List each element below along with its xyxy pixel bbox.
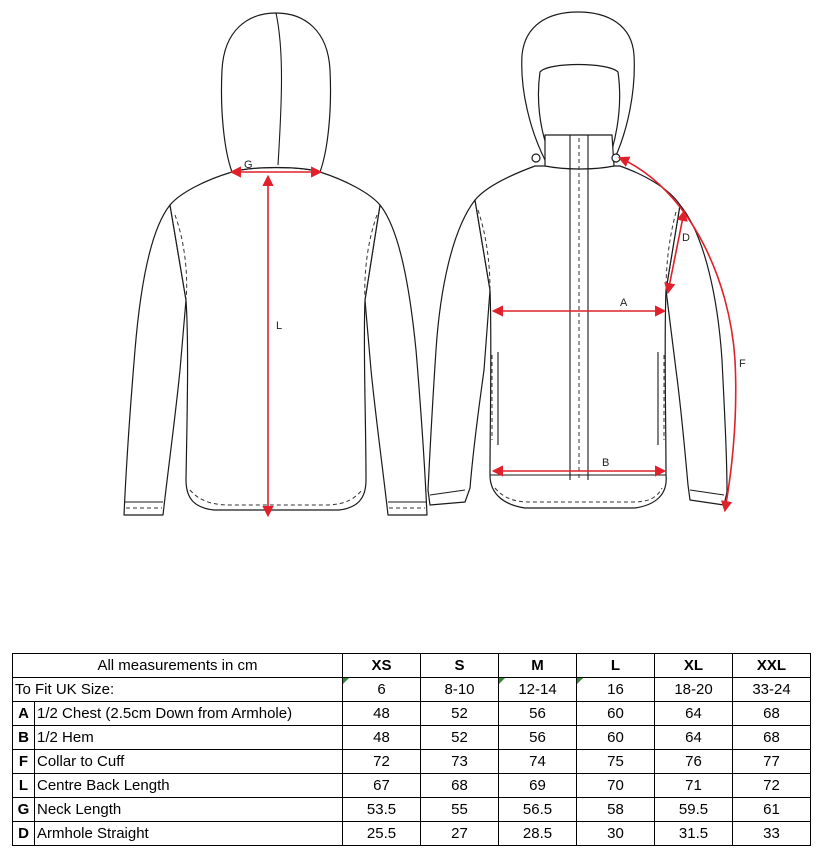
table-row-b bbox=[13, 726, 811, 750]
table-cell: 55 bbox=[421, 798, 499, 822]
fit-value: 18-20 bbox=[655, 678, 733, 702]
table-cell: 72 bbox=[733, 774, 811, 798]
table-cell: 53.5 bbox=[343, 798, 421, 822]
table-cell: 60 bbox=[577, 726, 655, 750]
fit-value: 33-24 bbox=[733, 678, 811, 702]
table-cell: 30 bbox=[577, 822, 655, 846]
table-cell: 25.5 bbox=[343, 822, 421, 846]
size-header-l: L bbox=[577, 654, 655, 678]
jacket-back-view bbox=[124, 13, 427, 515]
table-cell: 70 bbox=[577, 774, 655, 798]
table-cell: 73 bbox=[421, 750, 499, 774]
table-cell: 69 bbox=[499, 774, 577, 798]
table-row-g bbox=[13, 798, 811, 822]
measure-d-label: D bbox=[682, 232, 690, 244]
table-cell: 61 bbox=[733, 798, 811, 822]
fit-value: 16 bbox=[577, 678, 655, 702]
table-row-d bbox=[13, 822, 811, 846]
row-code: L bbox=[13, 774, 35, 798]
table-cell: 76 bbox=[655, 750, 733, 774]
table-row-f bbox=[13, 750, 811, 774]
table-cell: 75 bbox=[577, 750, 655, 774]
table-cell: 56 bbox=[499, 726, 577, 750]
table-cell: 67 bbox=[343, 774, 421, 798]
row-name: 1/2 Hem bbox=[35, 726, 343, 750]
table-cell: 48 bbox=[343, 726, 421, 750]
table-cell: 27 bbox=[421, 822, 499, 846]
row-name: Centre Back Length bbox=[35, 774, 343, 798]
table-cell: 72 bbox=[343, 750, 421, 774]
row-name: Collar to Cuff bbox=[35, 750, 343, 774]
measure-g-label: G bbox=[244, 159, 253, 171]
table-cell: 48 bbox=[343, 702, 421, 726]
table-cell: 56.5 bbox=[499, 798, 577, 822]
table-cell: 71 bbox=[655, 774, 733, 798]
row-code: G bbox=[13, 798, 35, 822]
row-code: D bbox=[13, 822, 35, 846]
fit-value: 6 bbox=[343, 678, 421, 702]
table-cell: 68 bbox=[733, 726, 811, 750]
table-row-l bbox=[13, 774, 811, 798]
size-header-xl: XL bbox=[655, 654, 733, 678]
fit-value: 12-14 bbox=[499, 678, 577, 702]
row-code: B bbox=[13, 726, 35, 750]
table-cell: 31.5 bbox=[655, 822, 733, 846]
size-header-s: S bbox=[421, 654, 499, 678]
table-header-row bbox=[13, 654, 811, 678]
table-cell: 77 bbox=[733, 750, 811, 774]
row-code: F bbox=[13, 750, 35, 774]
table-cell: 52 bbox=[421, 702, 499, 726]
table-cell: 68 bbox=[421, 774, 499, 798]
fit-label: To Fit UK Size: bbox=[13, 678, 343, 702]
jacket-front-view bbox=[428, 12, 727, 508]
measure-l-label: L bbox=[276, 320, 283, 332]
table-cell: 64 bbox=[655, 726, 733, 750]
fit-value: 8-10 bbox=[421, 678, 499, 702]
measure-b-label: B bbox=[602, 457, 610, 469]
row-name: Armhole Straight bbox=[35, 822, 343, 846]
table-cell: 52 bbox=[421, 726, 499, 750]
size-header-xs: XS bbox=[343, 654, 421, 678]
table-cell: 33 bbox=[733, 822, 811, 846]
size-header-m: M bbox=[499, 654, 577, 678]
table-caption: All measurements in cm bbox=[13, 654, 343, 678]
table-cell: 56 bbox=[499, 702, 577, 726]
measure-a-label: A bbox=[620, 297, 628, 309]
row-name: Neck Length bbox=[35, 798, 343, 822]
table-cell: 64 bbox=[655, 702, 733, 726]
table-row-a bbox=[13, 702, 811, 726]
table-cell: 60 bbox=[577, 702, 655, 726]
table-cell: 28.5 bbox=[499, 822, 577, 846]
row-name: 1/2 Chest (2.5cm Down from Armhole) bbox=[35, 702, 343, 726]
measure-f-label: F bbox=[739, 358, 746, 370]
table-cell: 59.5 bbox=[655, 798, 733, 822]
size-header-xxl: XXL bbox=[733, 654, 811, 678]
table-row-fit bbox=[13, 678, 811, 702]
size-chart-table bbox=[12, 653, 811, 846]
table-cell: 68 bbox=[733, 702, 811, 726]
row-code: A bbox=[13, 702, 35, 726]
table-cell: 74 bbox=[499, 750, 577, 774]
table-cell: 58 bbox=[577, 798, 655, 822]
